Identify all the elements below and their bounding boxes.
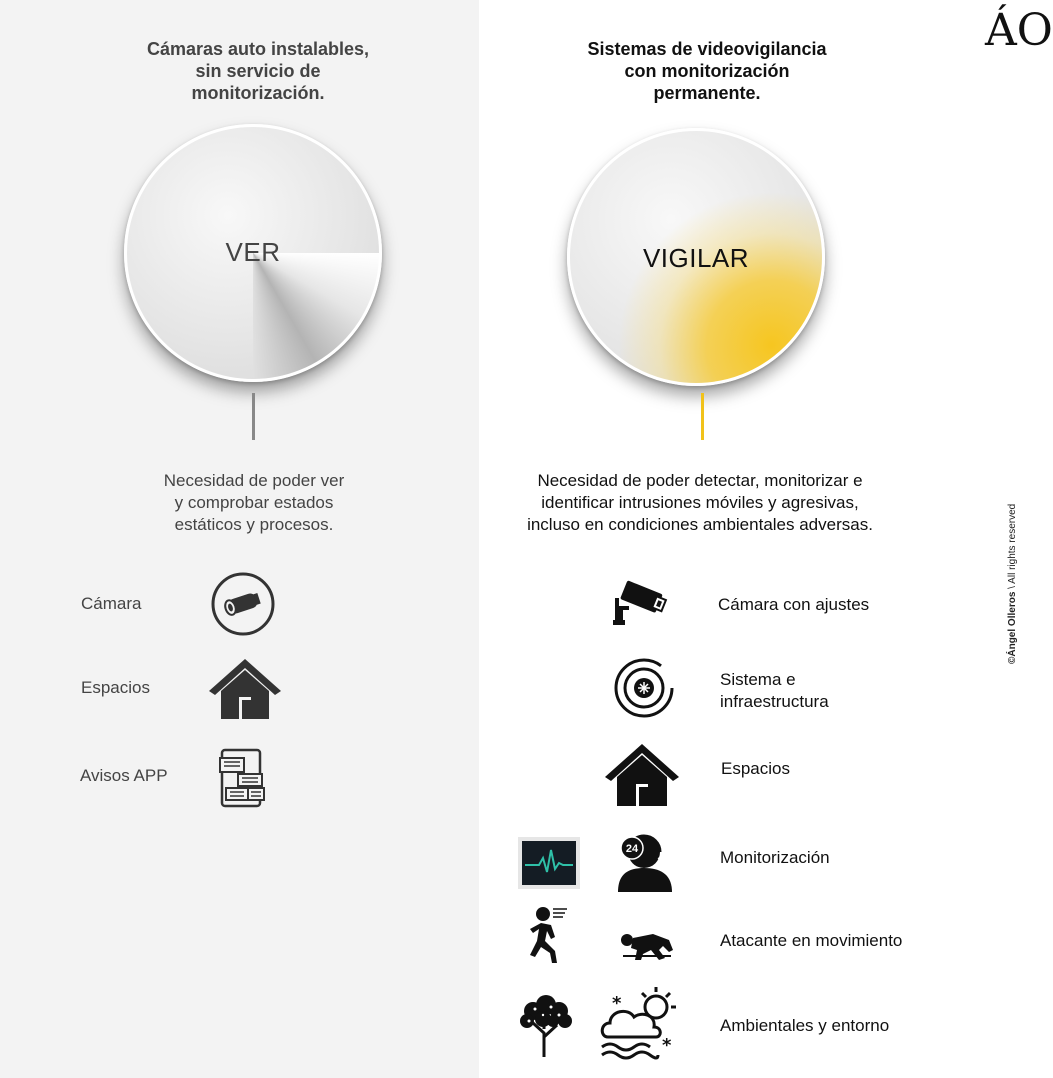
vigilar-connector-line bbox=[701, 393, 704, 440]
heartbeat-monitor-icon bbox=[517, 836, 581, 890]
svg-text:24: 24 bbox=[625, 843, 639, 855]
right-description: Necesidad de poder detectar, monitorizar e identificar intrusiones móviles y agresivas, incluso en condiciones ambientales adversas. bbox=[527, 471, 873, 534]
right-heading: Sistemas de videovigilancia con monitorización permanente. bbox=[587, 39, 827, 103]
right-item-label-ambientales: Ambientales y entorno bbox=[720, 1016, 890, 1035]
credit-author: ©Ángel Olleros bbox=[1007, 591, 1018, 664]
credit-rights: All rights reserved bbox=[1007, 503, 1018, 584]
system-infrastructure-icon bbox=[613, 657, 675, 719]
right-item-label-espacios: Espacios bbox=[721, 759, 790, 778]
left-heading: Cámaras auto instalables, sin servicio de monitorización. bbox=[146, 39, 370, 103]
security-camera-icon bbox=[611, 580, 667, 628]
right-item-label-sistema: Sistema e infraestructura bbox=[720, 670, 829, 711]
svg-text:*: * bbox=[612, 993, 622, 1014]
house-icon bbox=[603, 742, 681, 806]
author-logo: ÁO bbox=[985, 5, 1053, 56]
monitor-24h-icon bbox=[614, 832, 676, 892]
left-item-label-espacios: Espacios bbox=[81, 678, 150, 697]
ver-circle-label: VER bbox=[225, 237, 281, 267]
app-notifications-icon bbox=[218, 748, 268, 810]
left-item-label-camara: Cámara bbox=[81, 594, 142, 613]
ver-connector-line bbox=[252, 393, 255, 440]
house-icon bbox=[207, 657, 283, 719]
weather-icon bbox=[598, 985, 684, 1063]
vigilar-circle bbox=[567, 128, 825, 386]
right-item-label-monitorizacion: Monitorización bbox=[720, 848, 830, 867]
copyright-credit: ©Ángel Olleros \ All rights reserved bbox=[1007, 503, 1018, 664]
right-item-label-atacante: Atacante en movimiento bbox=[720, 931, 903, 950]
left-item-label-avisos-app: Avisos APP bbox=[80, 766, 168, 785]
vigilar-circle-label: VIGILAR bbox=[642, 243, 750, 273]
running-attacker-icon bbox=[527, 905, 571, 967]
tree-icon bbox=[513, 993, 579, 1057]
ver-circle bbox=[124, 124, 382, 382]
svg-text:*: * bbox=[662, 1035, 672, 1056]
right-item-label-camara-ajustes: Cámara con ajustes bbox=[718, 595, 870, 614]
crawling-attacker-icon bbox=[619, 928, 675, 962]
left-description: Necesidad de poder ver y comprobar estados estáticos y procesos. bbox=[163, 471, 345, 534]
camera-icon bbox=[210, 574, 276, 634]
